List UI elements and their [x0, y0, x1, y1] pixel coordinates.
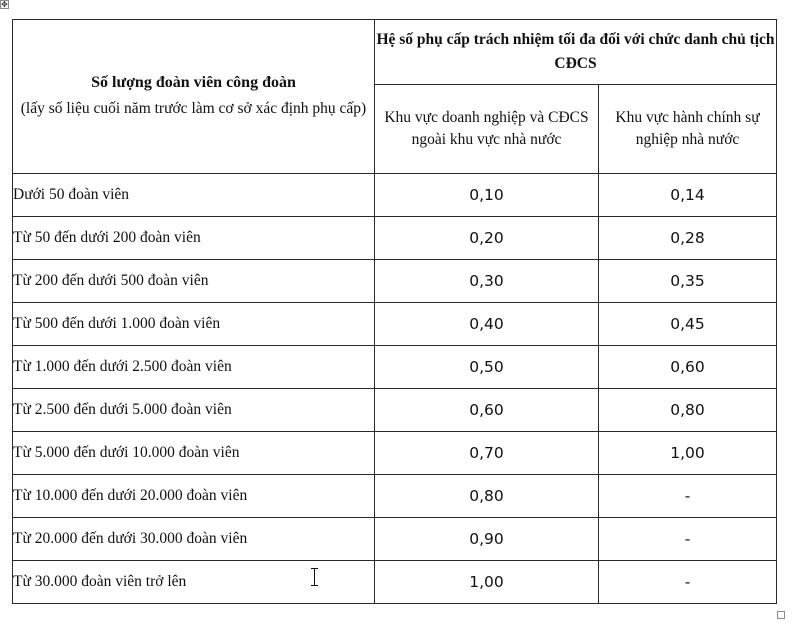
header-row-1: [13, 20, 777, 85]
member-range-cell[interactable]: Từ 200 đến dưới 500 đoàn viên: [13, 260, 375, 303]
table-row: [13, 217, 777, 260]
public-sector-coefficient-cell[interactable]: 0,35: [599, 260, 777, 303]
enterprise-coefficient-cell[interactable]: 0,70: [375, 432, 599, 475]
header-public-sector[interactable]: Khu vực hành chính sự nghiệp nhà nước: [599, 85, 777, 174]
table-row: [13, 518, 777, 561]
table-row: [13, 432, 777, 475]
member-range-cell[interactable]: Từ 50 đến dưới 200 đoàn viên: [13, 217, 375, 260]
member-range-cell[interactable]: Từ 1.000 đến dưới 2.500 đoàn viên: [13, 346, 375, 389]
enterprise-coefficient-cell[interactable]: 1,00: [375, 561, 599, 604]
table-row: [13, 174, 777, 217]
header-coefficient-group[interactable]: Hệ số phụ cấp trách nhiệm tối đa đối với chức danh chủ tịch CĐCS: [375, 20, 777, 85]
public-sector-coefficient-cell[interactable]: -: [599, 518, 777, 561]
member-range-cell[interactable]: Từ 10.000 đến dưới 20.000 đoàn viên: [13, 475, 375, 518]
table-row: [13, 260, 777, 303]
member-range-cell[interactable]: Dưới 50 đoàn viên: [13, 174, 375, 217]
enterprise-coefficient-cell[interactable]: 0,30: [375, 260, 599, 303]
member-range-cell[interactable]: Từ 20.000 đến dưới 30.000 đoàn viên: [13, 518, 375, 561]
public-sector-coefficient-cell[interactable]: 0,60: [599, 346, 777, 389]
enterprise-coefficient-cell[interactable]: 0,80: [375, 475, 599, 518]
public-sector-coefficient-cell[interactable]: -: [599, 561, 777, 604]
table-row: [13, 475, 777, 518]
enterprise-coefficient-cell[interactable]: 0,60: [375, 389, 599, 432]
header-member-count-title: Số lượng đoàn viên công đoàn: [91, 73, 296, 91]
table-row: [13, 303, 777, 346]
table-row: [13, 346, 777, 389]
allowance-coefficient-table: [12, 19, 777, 604]
header-member-count[interactable]: [13, 20, 375, 174]
enterprise-coefficient-cell[interactable]: 0,20: [375, 217, 599, 260]
public-sector-coefficient-cell[interactable]: 0,14: [599, 174, 777, 217]
i-beam-cursor-icon: [310, 568, 319, 586]
member-range-cell[interactable]: Từ 500 đến dưới 1.000 đoàn viên: [13, 303, 375, 346]
public-sector-coefficient-cell[interactable]: 0,80: [599, 389, 777, 432]
i-beam-cap-bottom: [311, 585, 318, 586]
member-range-cell[interactable]: Từ 5.000 đến dưới 10.000 đoàn viên: [13, 432, 375, 475]
enterprise-coefficient-cell[interactable]: 0,40: [375, 303, 599, 346]
i-beam-stem: [314, 569, 315, 585]
enterprise-coefficient-cell[interactable]: 0,90: [375, 518, 599, 561]
public-sector-coefficient-cell[interactable]: 0,45: [599, 303, 777, 346]
member-range-cell[interactable]: Từ 30.000 đoàn viên trở lên: [13, 561, 375, 604]
enterprise-coefficient-cell[interactable]: 0,10: [375, 174, 599, 217]
public-sector-coefficient-cell[interactable]: 0,28: [599, 217, 777, 260]
member-range-cell[interactable]: Từ 2.500 đến dưới 5.000 đoàn viên: [13, 389, 375, 432]
table-row: [13, 389, 777, 432]
public-sector-coefficient-cell[interactable]: 1,00: [599, 432, 777, 475]
table-move-handle-icon[interactable]: ✥: [1, 0, 8, 9]
table-row: [13, 561, 777, 604]
table-resize-handle-icon[interactable]: [777, 611, 785, 619]
public-sector-coefficient-cell[interactable]: -: [599, 475, 777, 518]
header-member-count-subtitle: (lấy số liệu cuối năm trước làm cơ sở xác định phụ cấp): [20, 99, 367, 117]
header-enterprise-sector[interactable]: Khu vực doanh nghiệp và CĐCS ngoài khu vực nhà nước: [375, 85, 599, 174]
enterprise-coefficient-cell[interactable]: 0,50: [375, 346, 599, 389]
